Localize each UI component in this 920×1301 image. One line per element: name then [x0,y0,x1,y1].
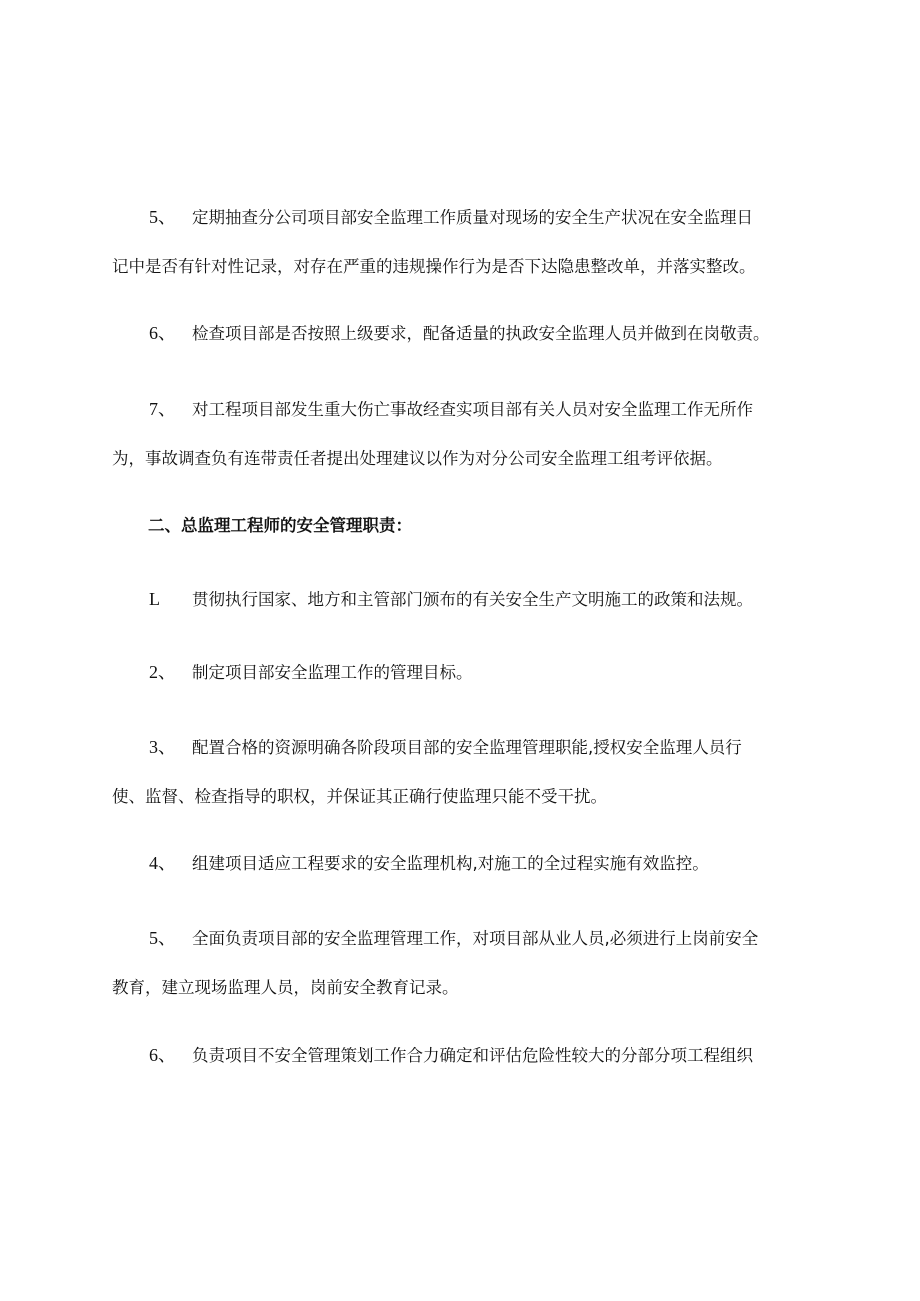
list-item-number: 3、 [149,737,176,757]
list-item-first-line [112,193,792,242]
list-item-text: 配置合格的资源明确各阶段项目部的安全监理管理职能,授权安全监理人员行 [192,738,742,757]
list-item-first-line [112,648,792,697]
list-item-first-line [112,385,792,434]
list-item [112,648,792,697]
list-item [112,193,792,291]
list-item [112,309,792,358]
list-item-first-line [112,1031,792,1080]
list-item-number: 4、 [149,853,176,873]
list-item [112,723,792,821]
list-item [112,385,792,483]
list-item-continuation: 记中是否有针对性记录，对存在严重的违规操作行为是否下达隐患整改单，并落实整改。 [112,257,756,276]
list-item-text: 对工程项目部发生重大伤亡事故经查实项目部有关人员对安全监理工作无所作 [192,400,753,419]
list-item-text: 全面负责项目部的安全监理管理工作，对项目部从业人员,必须进行上岗前安全 [192,929,759,948]
list-item-number: 7、 [149,399,176,419]
list-item-number: L [149,589,160,609]
list-item-number: 2、 [149,662,176,682]
list-item-continuation: 为，事故调查负有连带责任者提出处理建议以作为对分公司安全监理工组考评依据。 [112,449,723,468]
list-item-continuation: 教育，建立现场监理人员，岗前安全教育记录。 [112,978,459,997]
list-item-text: 制定项目部安全监理工作的管理目标。 [192,663,473,682]
list-item-first-line [112,309,792,358]
list-item-first-line [112,723,792,772]
list-item-text: 组建项目适应工程要求的安全监理机构,对施工的全过程实施有效监控。 [192,854,709,873]
list-item-continuation: 使、监督、检查指导的职权，并保证其正确行使监理只能不受干扰。 [112,787,607,806]
list-item-first-line [112,914,792,963]
list-item-text: 贯彻执行国家、地方和主管部门颁布的有关安全生产文明施工的政策和法规。 [192,590,753,609]
list-item-number: 6、 [149,1045,176,1065]
list-item-number: 5、 [149,928,176,948]
list-item [112,575,792,624]
list-item-text: 定期抽查分公司项目部安全监理工作质量对现场的安全生产状况在安全监理日 [192,208,753,227]
list-item [112,1031,792,1080]
list-item-number: 5、 [149,207,176,227]
list-item-number: 6、 [149,323,176,343]
section-heading: 二、总监理工程师的安全管理职责： [148,516,412,535]
list-item [112,839,792,888]
list-item-text: 负责项目不安全管理策划工作合力确定和评估危险性较大的分部分项工程组织 [192,1046,753,1065]
list-item [112,914,792,1012]
list-item-first-line [112,839,792,888]
list-item-text: 检查项目部是否按照上级要求，配备适量的执政安全监理人员并做到在岗敬责。 [192,324,770,343]
list-item-first-line [112,575,792,624]
